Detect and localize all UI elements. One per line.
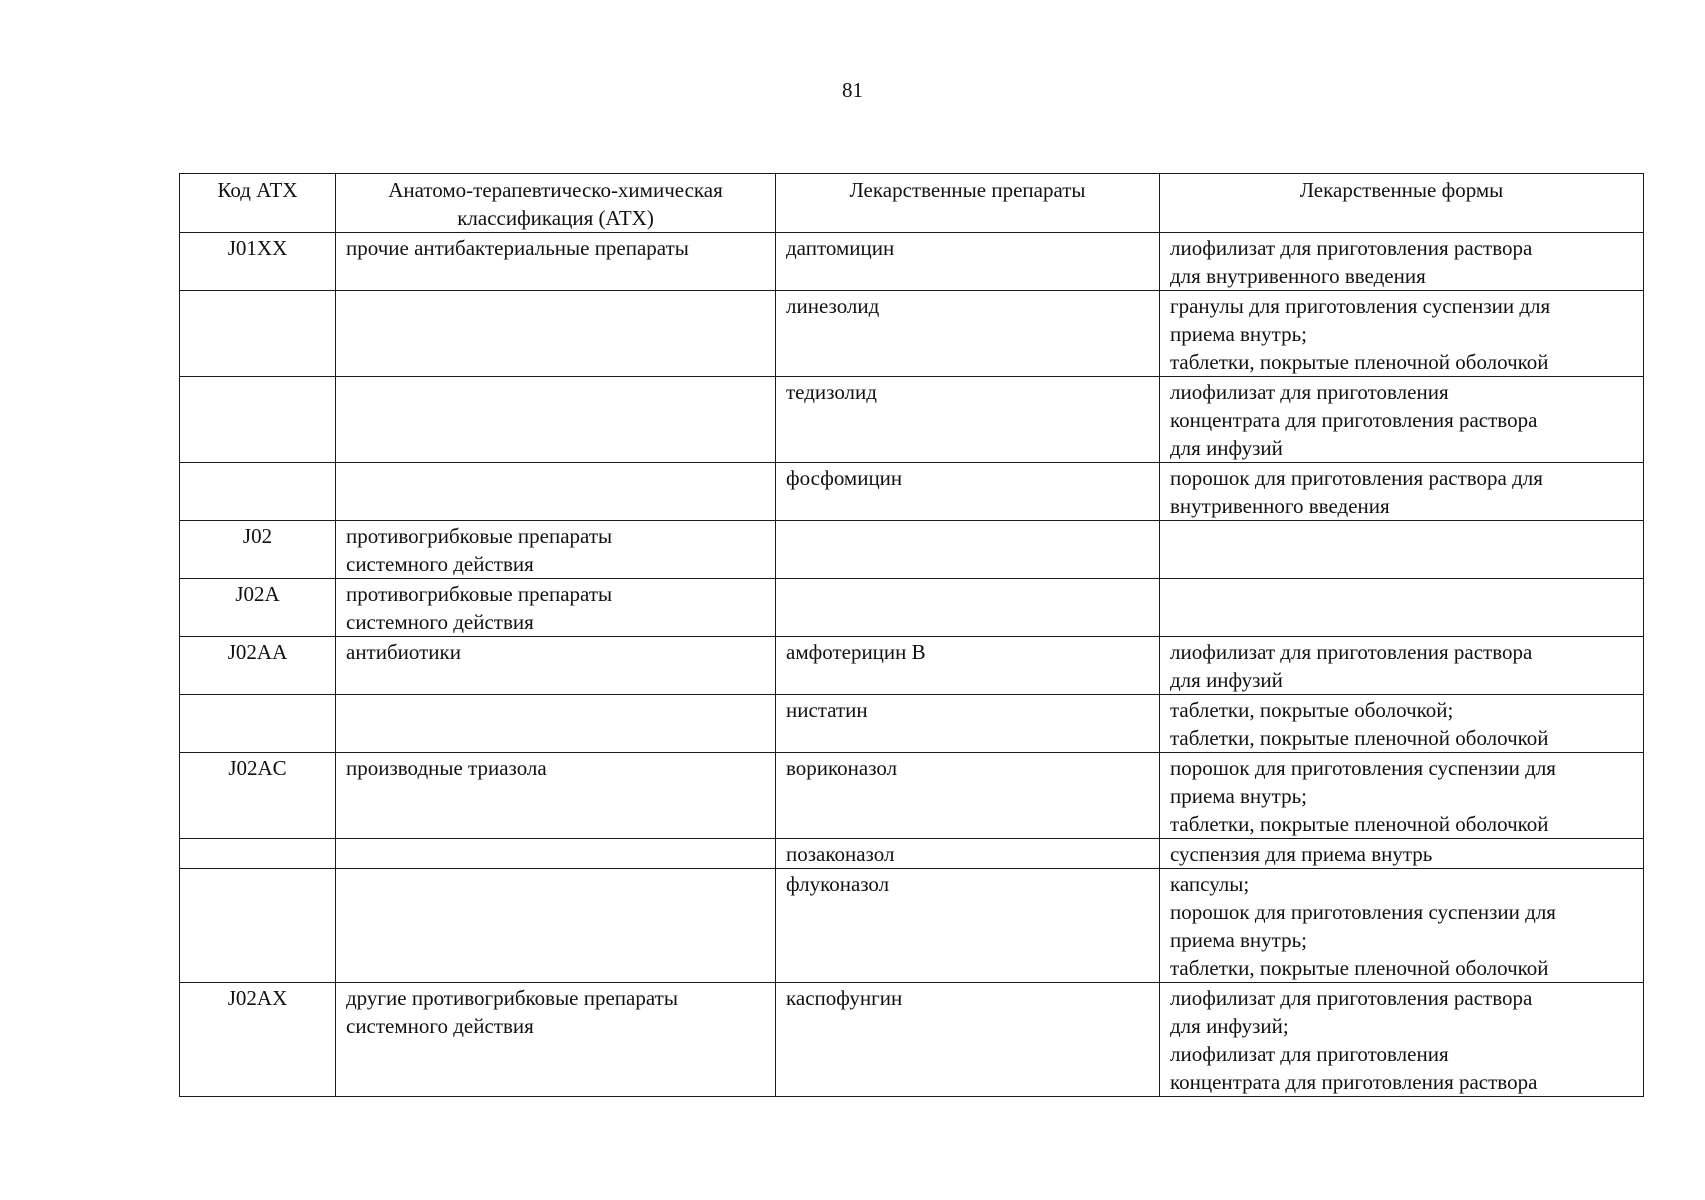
atc-code-cell: J02AA [180,637,336,695]
atc-code-cell [180,291,336,377]
dosage-form-line: приема внутрь; [1170,784,1308,808]
header-atc-classification-line: Анатомо-терапевтическо-химическая [388,178,723,202]
header-drugs: Лекарственные препараты [776,174,1160,233]
table-row [180,291,1644,377]
table-header-row [180,174,1644,233]
atc-classification-cell [336,869,776,983]
atc-drug-table [179,173,1644,1097]
header-atc-classification [336,174,776,233]
atc-code-cell [180,869,336,983]
header-dosage-forms: Лекарственные формы [1160,174,1644,233]
atc-classification-cell [336,521,776,579]
drug-name-cell: флуконазол [776,869,1160,983]
dosage-form-line: для инфузий; [1170,1014,1289,1038]
dosage-form-line: порошок для приготовления суспензии для [1170,900,1556,924]
header-atc-code: Код АТХ [180,174,336,233]
atc-classification-cell [336,695,776,753]
dosage-form-line: для инфузий [1170,436,1283,460]
atc-classification-line: прочие антибактериальные препараты [346,236,689,260]
atc-code-cell [180,377,336,463]
table-row [180,753,1644,839]
drug-name-cell: позаконазол [776,839,1160,869]
atc-classification-line: другие противогрибковые препараты [346,986,678,1010]
dosage-form-line: лиофилизат для приготовления раствора [1170,986,1533,1010]
drug-name-cell: вориконазол [776,753,1160,839]
dosage-form-line: приема внутрь; [1170,928,1308,952]
drug-name-cell: тедизолид [776,377,1160,463]
table-row [180,869,1644,983]
drug-name-cell: нистатин [776,695,1160,753]
dosage-form-line: суспензия для приема внутрь [1170,842,1433,866]
atc-classification-cell [336,839,776,869]
header-atc-classification-line: классификация (АТХ) [457,206,654,230]
atc-classification-cell [336,983,776,1097]
table-row [180,695,1644,753]
dosage-form-line: для инфузий [1170,668,1283,692]
table-row [180,839,1644,869]
dosage-form-line: порошок для приготовления суспензии для [1170,756,1556,780]
atc-code-cell: J02A [180,579,336,637]
atc-classification-line: противогрибковые препараты [346,524,613,548]
dosage-form-line: таблетки, покрытые пленочной оболочкой [1170,726,1549,750]
table-row [180,377,1644,463]
atc-classification-line: антибиотики [346,640,461,664]
dosage-form-line: лиофилизат для приготовления раствора [1170,236,1533,260]
atc-code-cell: J02AX [180,983,336,1097]
dosage-forms-cell [1160,291,1644,377]
atc-code-cell: J02AC [180,753,336,839]
atc-classification-line: противогрибковые препараты [346,582,613,606]
table-row [180,233,1644,291]
dosage-forms-cell [1160,637,1644,695]
dosage-forms-cell [1160,521,1644,579]
atc-classification-cell [336,637,776,695]
table-body [180,233,1644,1097]
table-row [180,521,1644,579]
atc-classification-cell [336,291,776,377]
dosage-form-line: для внутривенного введения [1170,264,1426,288]
dosage-form-line: внутривенного введения [1170,494,1390,518]
dosage-form-line: концентрата для приготовления раствора [1170,408,1538,432]
dosage-forms-cell [1160,753,1644,839]
atc-classification-line: производные триазола [346,756,547,780]
dosage-form-line: приема внутрь; [1170,322,1308,346]
dosage-form-line: гранулы для приготовления суспензии для [1170,294,1551,318]
dosage-form-line: порошок для приготовления раствора для [1170,466,1543,490]
dosage-form-line: капсулы; [1170,872,1250,896]
drug-name-cell: каспофунгин [776,983,1160,1097]
drug-name-cell [776,521,1160,579]
dosage-form-line: лиофилизат для приготовления раствора [1170,640,1533,664]
page-number: 81 [842,78,863,102]
dosage-form-line: лиофилизат для приготовления [1170,380,1449,404]
dosage-form-line: таблетки, покрытые оболочкой; [1170,698,1454,722]
atc-code-cell: J02 [180,521,336,579]
dosage-forms-cell [1160,233,1644,291]
atc-code-cell [180,839,336,869]
atc-classification-cell [336,233,776,291]
dosage-forms-cell [1160,983,1644,1097]
drug-name-cell: линезолид [776,291,1160,377]
atc-classification-line: системного действия [346,610,534,634]
dosage-form-line: лиофилизат для приготовления [1170,1042,1449,1066]
atc-classification-line: системного действия [346,1014,534,1038]
dosage-form-line: таблетки, покрытые пленочной оболочкой [1170,350,1549,374]
table-row [180,579,1644,637]
dosage-form-line: таблетки, покрытые пленочной оболочкой [1170,956,1549,980]
table-row [180,983,1644,1097]
drug-name-cell: амфотерицин В [776,637,1160,695]
drug-name-cell: фосфомицин [776,463,1160,521]
dosage-forms-cell [1160,579,1644,637]
atc-classification-cell [336,463,776,521]
atc-classification-cell [336,377,776,463]
dosage-forms-cell [1160,695,1644,753]
table-row [180,637,1644,695]
atc-code-cell [180,463,336,521]
atc-classification-cell [336,753,776,839]
atc-classification-line: системного действия [346,552,534,576]
dosage-forms-cell [1160,377,1644,463]
dosage-forms-cell [1160,839,1644,869]
dosage-form-line: таблетки, покрытые пленочной оболочкой [1170,812,1549,836]
dosage-form-line: концентрата для приготовления раствора [1170,1070,1538,1094]
drug-name-cell: даптомицин [776,233,1160,291]
atc-code-cell [180,695,336,753]
table-row [180,463,1644,521]
drug-name-cell [776,579,1160,637]
atc-classification-cell [336,579,776,637]
dosage-forms-cell [1160,463,1644,521]
dosage-forms-cell [1160,869,1644,983]
atc-code-cell: J01XX [180,233,336,291]
